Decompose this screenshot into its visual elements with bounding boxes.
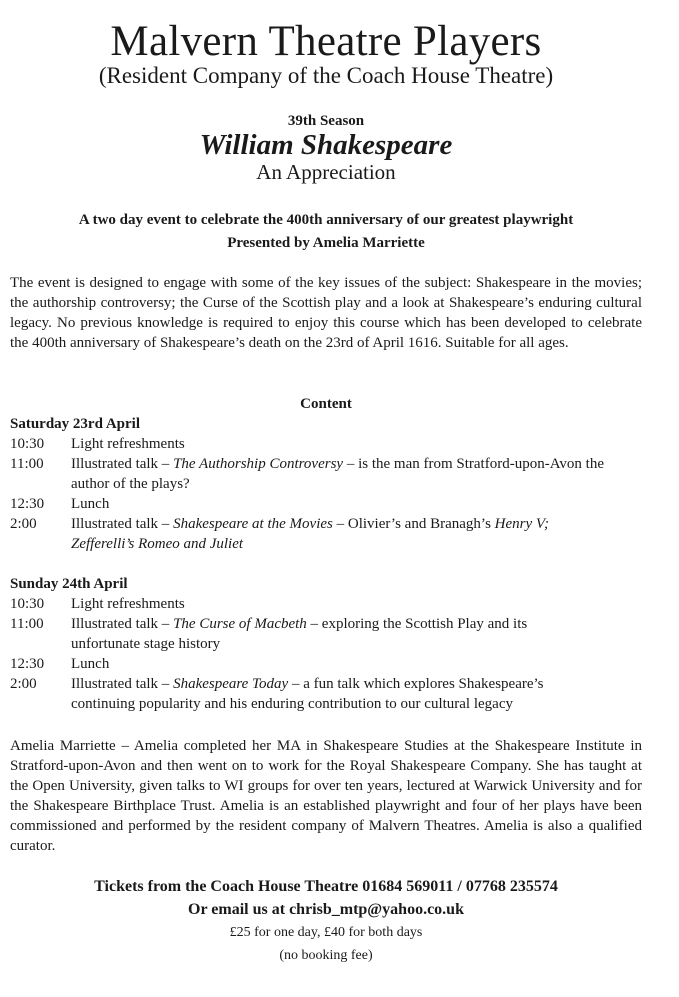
event-title: William Shakespeare bbox=[199, 129, 453, 161]
presenter-line: Presented by Amelia Marriette bbox=[227, 235, 425, 251]
organisation-title: Malvern Theatre Players bbox=[110, 18, 542, 65]
session-description bbox=[71, 674, 581, 714]
organisation-subtitle: (Resident Company of the Coach House Theatre) bbox=[98, 63, 554, 88]
schedule-row bbox=[10, 494, 642, 514]
schedule-day-sunday bbox=[10, 574, 642, 714]
content-heading: Content bbox=[300, 396, 352, 412]
session-description: Lunch bbox=[71, 656, 110, 672]
schedule-row bbox=[10, 614, 642, 654]
session-description bbox=[71, 614, 551, 654]
session-time: 12:30 bbox=[10, 496, 45, 512]
session-suffix: – a fun talk which explores Shakespeare’s continuing popularity and his enduring contribution to our cultural legacy bbox=[71, 676, 544, 712]
session-film-titles: Henry V; Zefferelli’s Romeo and Juliet bbox=[71, 516, 549, 552]
session-suffix: – Olivier’s and Branagh’s bbox=[332, 516, 495, 532]
session-time: 11:00 bbox=[10, 456, 44, 472]
day-heading: Saturday 23rd April bbox=[10, 416, 141, 432]
schedule-row bbox=[10, 674, 642, 714]
event-subtitle: An Appreciation bbox=[256, 160, 396, 184]
session-suffix: – exploring the Scottish Play and its unfortunate stage history bbox=[71, 616, 528, 652]
session-prefix: Illustrated talk – bbox=[71, 456, 174, 472]
schedule-row bbox=[10, 454, 642, 494]
session-suffix: – is the man from Stratford-upon-Avon the author of the plays? bbox=[71, 456, 604, 492]
session-prefix: Illustrated talk – bbox=[71, 616, 174, 632]
session-prefix: Illustrated talk – bbox=[71, 516, 174, 532]
session-description: Lunch bbox=[71, 496, 110, 512]
session-talk-title: Shakespeare Today bbox=[173, 676, 289, 692]
schedule-row bbox=[10, 434, 642, 454]
session-time: 11:00 bbox=[10, 616, 44, 632]
ticket-contact-line: Tickets from the Coach House Theatre 01684 569011 / 07768 235574 bbox=[94, 878, 558, 895]
schedule-row bbox=[10, 594, 642, 614]
day-heading: Sunday 24th April bbox=[10, 576, 128, 592]
session-time: 10:30 bbox=[10, 436, 45, 452]
email-contact-line: Or email us at chrisb_mtp@yahoo.co.uk bbox=[188, 901, 464, 918]
session-description bbox=[71, 454, 642, 494]
intro-paragraph: The event is designed to engage with some of the key issues of the subject: Shakespeare in the movies; the authorship controversy; the Curse of the Scottish play and a look at Shakespeare’s enduring cultural legacy. No previous knowledge is required to enjoy this course which has been developed to celebrate the 400th anniversary of Shakespeare’s death on the 23rd of April 1616. Suitable for all ages. bbox=[10, 275, 642, 351]
schedule-row bbox=[10, 654, 642, 674]
season-label: 39th Season bbox=[287, 113, 365, 129]
session-time: 2:00 bbox=[10, 516, 37, 532]
session-description: Light refreshments bbox=[71, 596, 185, 612]
session-description bbox=[71, 514, 591, 554]
presenter-biography: Amelia Marriette – Amelia completed her MA in Shakespeare Studies at the Shakespeare Institute in Stratford-upon-Avon and then went on to work for the Royal Shakespeare Company. She has taught at the Open University, given talks to WI groups for over ten years, lectured at Warwick University and for the Shakespeare Birthplace Trust. Amelia is an established playwright and four of her plays have been commissioned and performed by the resident company of Malvern Theatres. Amelia is also a qualified curator. bbox=[10, 738, 642, 854]
event-tagline: A two day event to celebrate the 400th anniversary of our greatest playwright bbox=[78, 212, 574, 228]
schedule-row bbox=[10, 514, 642, 554]
ticket-prices: £25 for one day, £40 for both days bbox=[229, 925, 423, 940]
session-talk-title: Shakespeare at the Movies bbox=[173, 516, 333, 532]
session-time: 2:00 bbox=[10, 676, 37, 692]
session-description: Light refreshments bbox=[71, 436, 185, 452]
booking-fee-note: (no booking fee) bbox=[279, 948, 373, 963]
schedule-day-saturday bbox=[10, 414, 642, 554]
session-prefix: Illustrated talk – bbox=[71, 676, 174, 692]
session-time: 10:30 bbox=[10, 596, 45, 612]
session-talk-title: The Authorship Controversy bbox=[173, 456, 344, 472]
session-time: 12:30 bbox=[10, 656, 45, 672]
session-talk-title: The Curse of Macbeth bbox=[173, 616, 307, 632]
